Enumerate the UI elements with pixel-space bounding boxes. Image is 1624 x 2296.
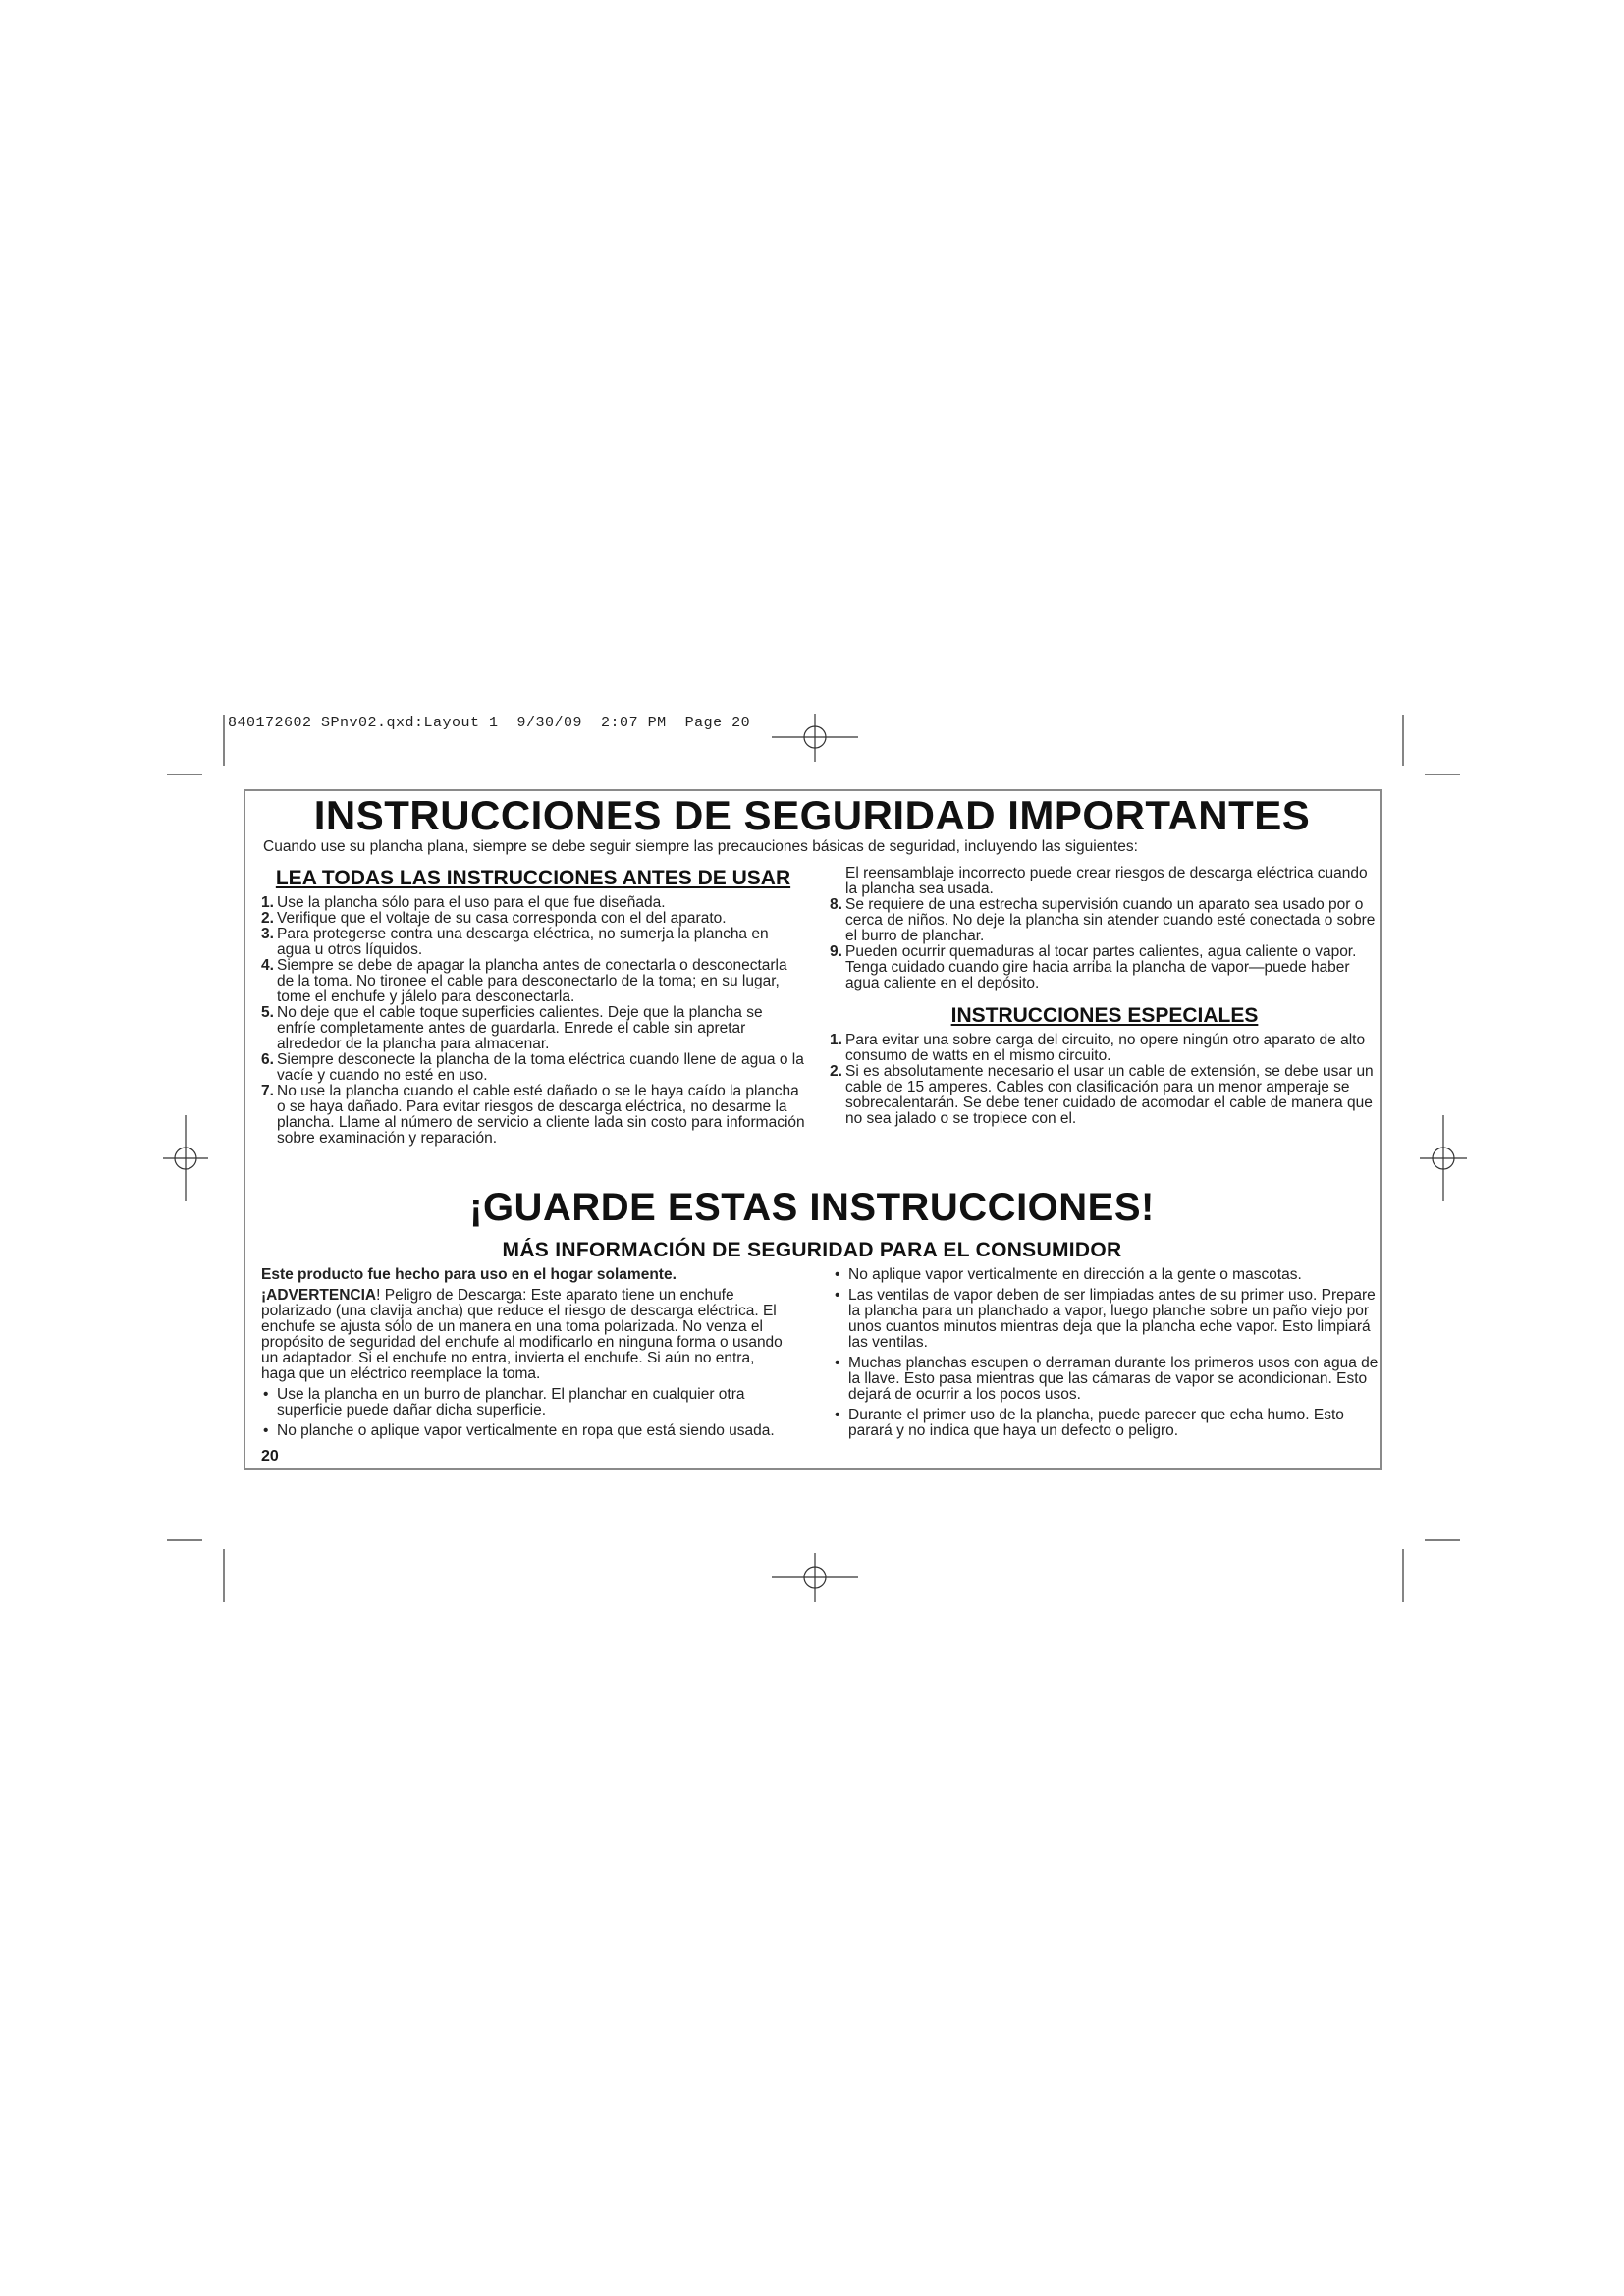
read-all-list (261, 895, 805, 1147)
bullet: • (263, 1422, 269, 1439)
consumer-heading: MÁS INFORMACIÓN DE SEGURIDAD PARA EL CONSUMIDOR (502, 1239, 1122, 1261)
list-item (830, 1033, 1380, 1064)
bullet: • (835, 1355, 840, 1371)
list-item (261, 958, 805, 1005)
item-text: Para protegerse contra una descarga eléctrica, no sumerja la plancha en agua u otros líquidos. (277, 926, 769, 958)
list-item (830, 944, 1380, 991)
list-item (261, 1005, 805, 1052)
left-column (261, 866, 805, 1147)
warning-paragraph (261, 1288, 791, 1382)
page-title: INSTRUCCIONES DE SEGURIDAD IMPORTANTES (313, 792, 1311, 838)
item-text: Siempre se debe de apagar la plancha antes de conectarla o desconectarla de la toma. No tironee el cable para desconectarlo de la toma; en su lugar, tome el enchufe y jálelo para desconectarla. (277, 957, 787, 1005)
item-text: Se requiere de una estrecha supervisión cuando un aparato sea usado por o cerca de niños. No deje la plancha sin atender cuando esté conectada o sobre el burro de planchar. (845, 896, 1376, 944)
list-item (833, 1267, 1382, 1283)
item-text: No deje que el cable toque superficies calientes. Deje que la plancha se enfríe completamente antes de guardarla. Enrede el cable sin apretar alrededor de la plancha para almacenar. (277, 1004, 763, 1052)
item-number: 6. (261, 1051, 274, 1068)
list-item (261, 911, 805, 927)
item-number: 3. (261, 926, 274, 942)
read-all-list-cont (830, 897, 1380, 991)
special-heading: INSTRUCCIONES ESPECIALES (950, 1004, 1259, 1027)
bullet: • (835, 1287, 840, 1304)
item-text: Para evitar una sobre carga del circuito, no opere ningún otro aparato de alto consumo de watts en el mismo circuito. (845, 1032, 1366, 1064)
item-text: No planche o aplique vapor verticalmente en ropa que está siendo usada. (277, 1422, 775, 1439)
consumer-bullets-right (833, 1267, 1382, 1439)
item-text: Use la plancha en un burro de planchar. El planchar en cualquier otra superficie puede dañar dicha superficie. (277, 1386, 745, 1418)
item-text: Si es absolutamente necesario el usar un cable de extensión, se debe usar un cable de 15 amperes. Cables con clasificación para un menor amperaje se sobrecalentarán. Se debe tener cuidado de acomodar el cable de manera que no sea jalado o se tropiece con el. (845, 1063, 1374, 1127)
read-all-heading: LEA TODAS LAS INSTRUCCIONES ANTES DE USAR (275, 867, 791, 889)
item-text: Verifique que el voltaje de su casa corresponda con el del aparato. (277, 910, 727, 927)
item-number: 2. (830, 1063, 842, 1080)
warning-text: ! Peligro de Descarga: Este aparato tiene un enchufe polarizado (una clavija ancha) que reduce el riesgo de descarga eléctrica. El enchufe se ajusta sólo de un manera en una toma polarizada. No venza el propósito de seguridad del enchufe al modificarlo en ninguna forma o usando un adaptador. Si el enchufe no entra, invierta el enchufe. Si aún no entra, haga que un eléctrico reemplace la toma. (261, 1287, 783, 1382)
save-instructions-title: ¡GUARDE ESTAS INSTRUCCIONES! (469, 1186, 1155, 1229)
list-item (261, 1423, 791, 1439)
item-number: 1. (830, 1032, 842, 1048)
list-item (833, 1288, 1382, 1351)
special-list (830, 1033, 1380, 1127)
item-number: 1. (261, 894, 274, 911)
page-number: 20 (261, 1448, 279, 1465)
item-text: Use la plancha sólo para el uso para el que fue diseñada. (277, 894, 666, 911)
list-item (830, 1064, 1380, 1127)
item-text: No aplique vapor verticalmente en dirección a la gente o mascotas. (848, 1266, 1302, 1283)
item-text: Muchas planchas escupen o derraman durante los primeros usos con agua de la llave. Esto pasa mientras que las cámaras de vapor se acondicionan. Esto dejará de ocurrir a los pocos usos. (848, 1355, 1379, 1403)
item-text: Durante el primer uso de la plancha, puede parecer que echa humo. Esto parará y no indica que haya un defecto o peligro. (848, 1407, 1344, 1439)
item-number: 9. (830, 943, 842, 960)
item-text: Siempre desconecte la plancha de la toma eléctrica cuando llene de agua o la vacíe y cuando no esté en uso. (277, 1051, 804, 1084)
right-column (830, 866, 1380, 1127)
item-number: 8. (830, 896, 842, 913)
item-text: Las ventilas de vapor deben de ser limpiadas antes de su primer uso. Prepare la plancha para un planchado a vapor, luego planche sobre un paño viejo por unos cuantos minutos mientras deja que la plancha eche vapor. Esto limpiará las ventilas. (848, 1287, 1376, 1351)
registration-mark (772, 714, 858, 762)
item-number: 7. (261, 1083, 274, 1099)
consumer-left-column (261, 1267, 791, 1444)
list-item (261, 1052, 805, 1084)
list-item (261, 895, 805, 911)
item-number: 4. (261, 957, 274, 974)
list-item (833, 1408, 1382, 1439)
intro-text: Cuando use su plancha plana, siempre se debe seguir siempre las precauciones básicas de seguridad, incluyendo las siguientes: (263, 838, 1138, 855)
item-text: Pueden ocurrir quemaduras al tocar partes calientes, agua caliente o vapor. Tenga cuidado cuando gire hacia arriba la plancha de vapor—puede haber agua caliente en el depósito. (845, 943, 1357, 991)
warning-label: ¡ADVERTENCIA (261, 1287, 377, 1304)
list-item (833, 1356, 1382, 1403)
registration-mark (772, 1553, 858, 1602)
item-number: 5. (261, 1004, 274, 1021)
item-number: 2. (261, 910, 274, 927)
item-text: No use la plancha cuando el cable esté dañado o se le haya caído la plancha o se haya dañado. Para evitar riesgos de descarga eléctrica, no desarme la plancha. Llame al número de servicio a cliente lada sin costo para información sobre examinación y reparación. (277, 1083, 805, 1147)
file-slug: 840172602 SPnv02.qxd:Layout 1 9/30/09 2:07 PM Page 20 (228, 715, 751, 731)
list-item (830, 897, 1380, 944)
bullet: • (835, 1266, 840, 1283)
list-item (261, 1084, 805, 1147)
list-item (261, 1387, 791, 1418)
consumer-bullets-left (261, 1387, 791, 1439)
item-continuation: El reensamblaje incorrecto puede crear riesgos de descarga eléctrica cuando la plancha sea usada. (845, 865, 1368, 897)
consumer-right-column (833, 1267, 1382, 1444)
household-note: Este producto fue hecho para uso en el hogar solamente. (261, 1266, 677, 1283)
list-item (261, 927, 805, 958)
bullet: • (263, 1386, 269, 1403)
bullet: • (835, 1407, 840, 1423)
